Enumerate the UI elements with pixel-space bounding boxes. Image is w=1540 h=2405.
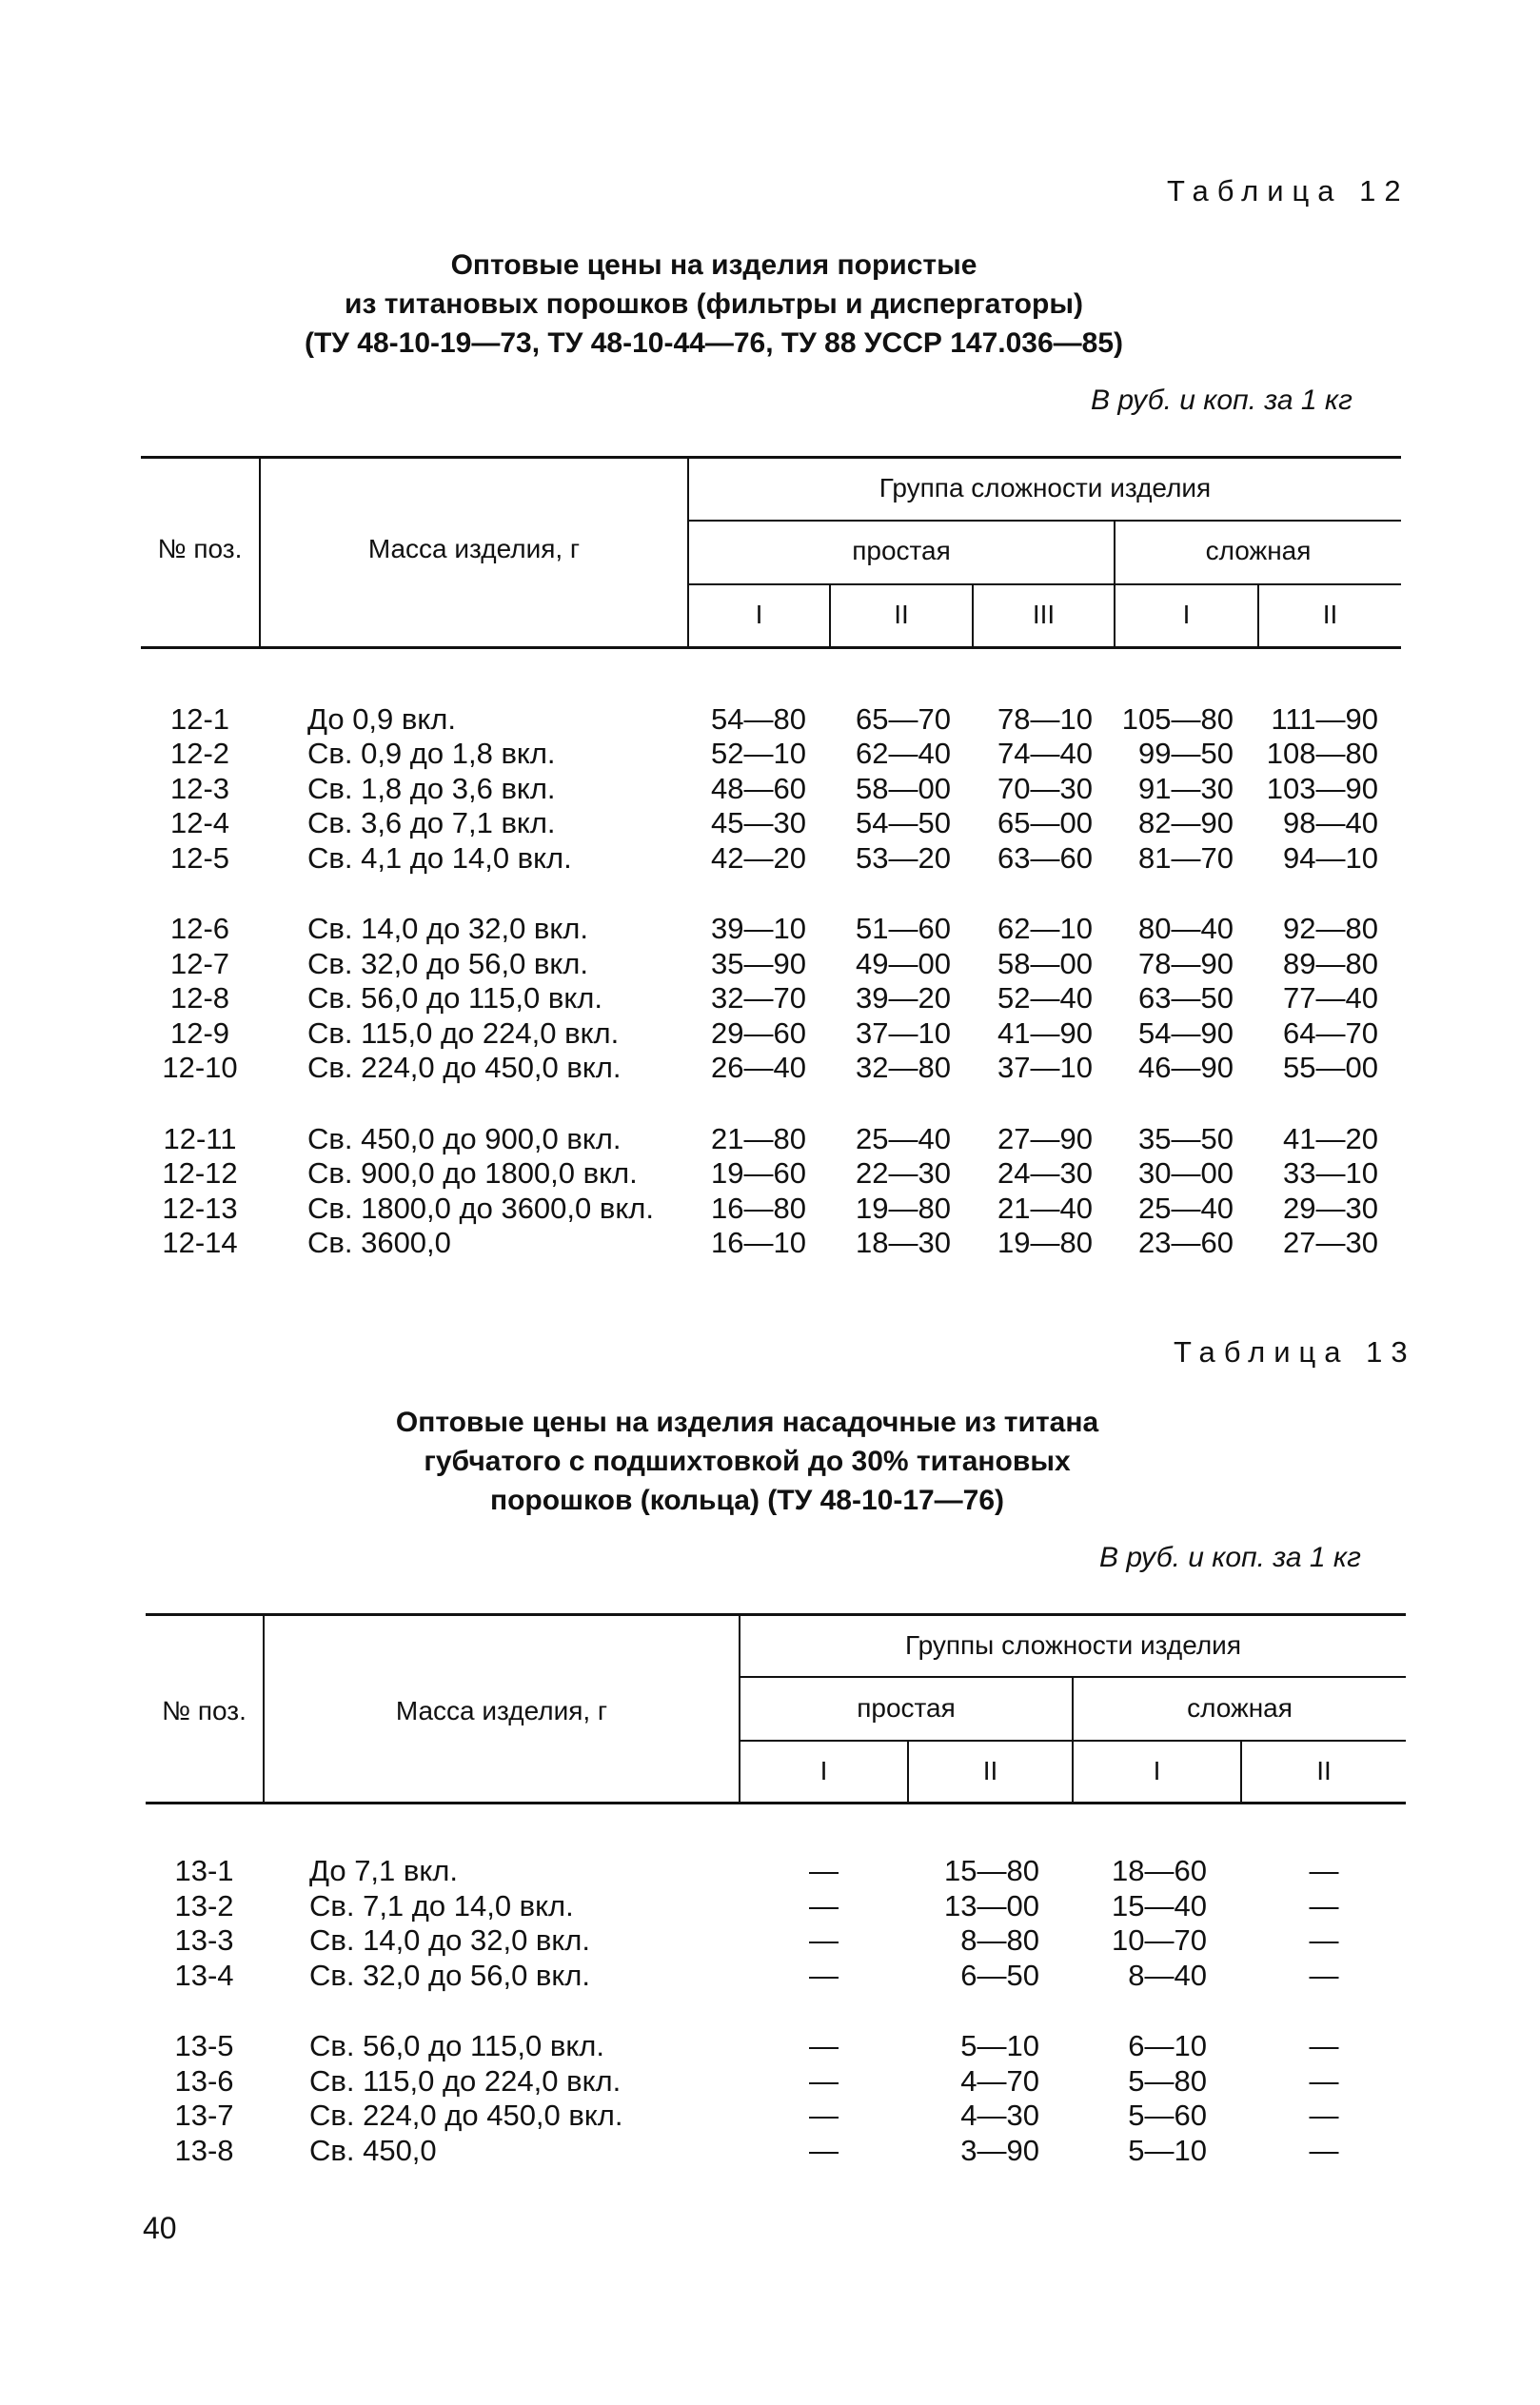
table-12-header-simple: простая [852,536,951,565]
table-row [0,2028,1540,2063]
table-12-label: Таблица 12 [1167,174,1410,207]
cell-simple-3: 27—90 [997,1122,1093,1155]
cell-complex-2: 77—40 [1283,981,1378,1015]
cell-simple-2: 3—90 [960,2134,1039,2167]
cell-simple-1: 16—10 [711,1226,806,1259]
table-12-title-line-2: из титановых порошков (фильтры и диспергаторы) [345,288,1083,320]
cell-simple-1: 29—60 [711,1016,806,1050]
cell-complex-1: 18—60 [1112,1854,1207,1887]
cell-complex-2: 89—80 [1283,947,1378,980]
table-12-units: В руб. и коп. за 1 кг [1091,384,1352,416]
cell-simple-1: — [809,2099,839,2132]
cell-complex-1: 15—40 [1112,1889,1207,1922]
table-row [0,1853,1540,1888]
cell-simple-1: 39—10 [711,912,806,945]
cell-simple-1: 21—80 [711,1122,806,1155]
cell-simple-1: 45—30 [711,806,806,839]
cell-pos: 12-13 [162,1192,238,1225]
table-row [0,1225,1540,1260]
cell-simple-2: 5—10 [960,2029,1039,2062]
cell-mass: Св. 32,0 до 56,0 вкл. [309,1959,590,1992]
cell-complex-2: 103—90 [1266,772,1378,805]
cell-complex-2: 27—30 [1283,1226,1378,1259]
cell-mass: Св. 14,0 до 32,0 вкл. [309,1923,590,1957]
table-12-sub-simple-3: III [1032,600,1056,629]
table-12-sub-complex-1: I [1182,600,1191,629]
table-row [0,1191,1540,1226]
cell-complex-1: 5—60 [1128,2099,1207,2132]
cell-complex-2: 98—40 [1283,806,1378,839]
cell-mass: Св. 115,0 до 224,0 вкл. [307,1016,620,1050]
table-13-sub-complex-1: I [1153,1756,1161,1785]
table-12-header-pos: № поз. [157,534,243,563]
table-row [0,1121,1540,1156]
cell-pos: 12-10 [162,1051,238,1084]
cell-complex-1: 81—70 [1138,841,1234,875]
cell-mass: Св. 3,6 до 7,1 вкл. [307,806,556,839]
cell-complex-1: 78—90 [1138,947,1234,980]
cell-mass: Св. 115,0 до 224,0 вкл. [309,2064,622,2098]
cell-pos: 13-4 [174,1959,234,1992]
cell-simple-1: — [809,1923,839,1957]
table-row [0,805,1540,840]
cell-simple-3: 62—10 [997,912,1093,945]
cell-complex-2: 108—80 [1266,737,1378,770]
cell-simple-1: 16—80 [711,1192,806,1225]
table-13-header-pos: № поз. [162,1696,247,1725]
cell-complex-2: 41—20 [1283,1122,1378,1155]
table-12-header-group: Группа сложности изделия [879,473,1212,503]
table-13-header-simple: простая [857,1693,956,1723]
cell-complex-1: 54—90 [1138,1016,1234,1050]
table-row [0,1888,1540,1923]
cell-simple-3: 41—90 [997,1016,1093,1050]
table-13-sub-simple-2: II [982,1756,998,1785]
cell-simple-2: 18—30 [856,1226,951,1259]
cell-mass: Св. 56,0 до 115,0 вкл. [307,981,602,1015]
cell-mass: Св. 4,1 до 14,0 вкл. [307,841,572,875]
cell-simple-3: 63—60 [997,841,1093,875]
cell-mass: До 0,9 вкл. [307,702,456,736]
cell-pos: 12-8 [169,981,230,1015]
cell-simple-3: 19—80 [997,1226,1093,1259]
cell-simple-2: 6—50 [960,1959,1039,1992]
cell-complex-1: 82—90 [1138,806,1234,839]
cell-simple-2: 4—70 [960,2064,1039,2098]
cell-complex-1: 35—50 [1138,1122,1234,1155]
cell-complex-2: 33—10 [1283,1156,1378,1190]
table-row [0,1922,1540,1958]
cell-pos: 13-3 [174,1923,234,1957]
cell-simple-3: 24—30 [997,1156,1093,1190]
cell-simple-2: 13—00 [944,1889,1039,1922]
cell-pos: 12-2 [169,737,230,770]
cell-simple-3: 74—40 [997,737,1093,770]
cell-complex-1: 91—30 [1138,772,1234,805]
table-13-header-complex: сложная [1187,1693,1293,1723]
cell-pos: 13-8 [174,2134,234,2167]
cell-pos: 12-6 [169,912,230,945]
cell-mass: Св. 1800,0 до 3600,0 вкл. [307,1192,654,1225]
cell-simple-2: 53—20 [856,841,951,875]
table-12-title-line-3: (ТУ 48-10-19—73, ТУ 48-10-44—76, ТУ 88 УССР 147.036—85) [304,327,1124,359]
cell-complex-1: 5—80 [1128,2064,1207,2098]
cell-simple-1: 48—60 [711,772,806,805]
cell-mass: Св. 3600,0 [307,1226,451,1259]
cell-complex-1: 99—50 [1138,737,1234,770]
cell-complex-1: 63—50 [1138,981,1234,1015]
cell-simple-2: 58—00 [856,772,951,805]
cell-simple-1: 32—70 [711,981,806,1015]
cell-simple-3: 58—00 [997,947,1093,980]
cell-mass: Св. 1,8 до 3,6 вкл. [307,772,556,805]
cell-mass: Св. 7,1 до 14,0 вкл. [309,1889,574,1922]
table-13-title-line-1: Оптовые цены на изделия насадочные из титана [395,1407,1099,1438]
cell-complex-2: — [1309,1959,1339,1992]
cell-complex-2: — [1309,2099,1339,2132]
table-row [0,1050,1540,1085]
cell-simple-2: 25—40 [856,1122,951,1155]
cell-simple-2: 32—80 [856,1051,951,1084]
cell-pos: 13-1 [174,1854,234,1887]
cell-simple-2: 4—30 [960,2099,1039,2132]
cell-mass: Св. 224,0 до 450,0 вкл. [309,2099,623,2132]
cell-pos: 13-7 [174,2099,234,2132]
table-13-label: Таблица 13 [1174,1335,1416,1369]
table-row [0,736,1540,771]
cell-complex-2: — [1309,2134,1339,2167]
table-row [0,980,1540,1015]
cell-simple-2: 22—30 [856,1156,951,1190]
cell-complex-1: 5—10 [1128,2134,1207,2167]
table-12-header-mass: Масса изделия, г [367,534,581,563]
cell-pos: 12-5 [169,841,230,875]
cell-simple-1: — [809,1889,839,1922]
table-13-units: В руб. и коп. за 1 кг [1099,1542,1361,1573]
cell-complex-1: 25—40 [1138,1192,1234,1225]
cell-simple-3: 37—10 [997,1051,1093,1084]
cell-pos: 12-12 [162,1156,238,1190]
cell-simple-2: 39—20 [856,981,951,1015]
cell-mass: Св. 224,0 до 450,0 вкл. [307,1051,622,1084]
cell-complex-2: — [1309,1923,1339,1957]
cell-pos: 12-3 [169,772,230,805]
cell-pos: 12-1 [169,702,230,736]
cell-complex-2: 55—00 [1283,1051,1378,1084]
cell-simple-2: 15—80 [944,1854,1039,1887]
table-13-sub-simple-1: I [819,1756,828,1785]
table-13-header-mass: Масса изделия, г [395,1696,608,1725]
cell-simple-1: 54—80 [711,702,806,736]
cell-complex-2: — [1309,1889,1339,1922]
cell-simple-1: — [809,2029,839,2062]
cell-pos: 13-6 [174,2064,234,2098]
table-row [0,946,1540,981]
cell-complex-2: 29—30 [1283,1192,1378,1225]
table-13-sub-complex-2: II [1316,1756,1332,1785]
cell-simple-3: 78—10 [997,702,1093,736]
cell-pos: 12-11 [163,1122,237,1155]
table-12-title-line-1: Оптовые цены на изделия пористые [450,249,977,281]
cell-mass: Св. 450,0 до 900,0 вкл. [307,1122,622,1155]
cell-simple-2: 19—80 [856,1192,951,1225]
cell-complex-2: — [1309,2029,1339,2062]
cell-pos: 12-14 [162,1226,238,1259]
table-12-header-complex: сложная [1205,536,1312,565]
cell-simple-1: — [809,1854,839,1887]
table-13-title-line-2: губчатого с подшихтовкой до 30% титановых [424,1446,1071,1477]
table-row [0,911,1540,946]
table-row [0,840,1540,876]
cell-simple-3: 52—40 [997,981,1093,1015]
table-12-sub-simple-1: I [755,600,763,629]
cell-complex-1: 10—70 [1112,1923,1207,1957]
cell-simple-2: 49—00 [856,947,951,980]
cell-mass: Св. 56,0 до 115,0 вкл. [309,2029,604,2062]
table-13-title [276,1403,1218,1520]
cell-simple-1: 35—90 [711,947,806,980]
cell-simple-2: 51—60 [856,912,951,945]
cell-complex-2: 92—80 [1283,912,1378,945]
cell-simple-3: 65—00 [997,806,1093,839]
cell-simple-3: 21—40 [997,1192,1093,1225]
cell-complex-1: 80—40 [1138,912,1234,945]
cell-simple-2: 62—40 [856,737,951,770]
table-12-sub-complex-2: II [1322,600,1338,629]
cell-simple-2: 65—70 [856,702,951,736]
cell-mass: Св. 900,0 до 1800,0 вкл. [307,1156,638,1190]
cell-complex-1: 23—60 [1138,1226,1234,1259]
cell-mass: Св. 14,0 до 32,0 вкл. [307,912,588,945]
cell-pos: 12-4 [169,806,230,839]
cell-mass: Св. 0,9 до 1,8 вкл. [307,737,556,770]
table-13-header-group: Группы сложности изделия [905,1630,1241,1660]
table-13-title-line-3: порошков (кольца) (ТУ 48-10-17—76) [489,1485,1005,1516]
cell-simple-3: 70—30 [997,772,1093,805]
table-12-title [209,246,1218,363]
cell-simple-1: 19—60 [711,1156,806,1190]
table-row [0,1015,1540,1051]
cell-simple-1: — [809,2064,839,2098]
table-row [0,1155,1540,1191]
page-number: 40 [143,2211,177,2245]
cell-complex-1: 46—90 [1138,1051,1234,1084]
cell-complex-1: 105—80 [1121,702,1234,736]
table-row [0,2133,1540,2168]
cell-complex-2: 94—10 [1283,841,1378,875]
cell-simple-1: 52—10 [711,737,806,770]
cell-pos: 12-7 [169,947,230,980]
cell-complex-2: — [1309,1854,1339,1887]
cell-pos: 13-2 [174,1889,234,1922]
cell-complex-2: 64—70 [1283,1016,1378,1050]
cell-complex-1: 6—10 [1128,2029,1207,2062]
cell-complex-1: 8—40 [1128,1959,1207,1992]
cell-mass: До 7,1 вкл. [309,1854,458,1887]
cell-simple-2: 8—80 [960,1923,1039,1957]
cell-simple-2: 37—10 [856,1016,951,1050]
cell-simple-1: 42—20 [711,841,806,875]
table-row [0,701,1540,737]
table-12-sub-simple-2: II [894,600,909,629]
cell-complex-2: 111—90 [1271,702,1378,736]
cell-pos: 12-9 [169,1016,230,1050]
cell-simple-2: 54—50 [856,806,951,839]
table-row [0,2063,1540,2099]
table-row [0,2098,1540,2133]
cell-complex-1: 30—00 [1138,1156,1234,1190]
cell-complex-2: — [1309,2064,1339,2098]
cell-pos: 13-5 [174,2029,234,2062]
cell-simple-1: 26—40 [711,1051,806,1084]
table-row [0,771,1540,806]
cell-simple-1: — [809,1959,839,1992]
cell-mass: Св. 450,0 [309,2134,437,2167]
cell-simple-1: — [809,2134,839,2167]
cell-mass: Св. 32,0 до 56,0 вкл. [307,947,588,980]
table-row [0,1958,1540,1993]
